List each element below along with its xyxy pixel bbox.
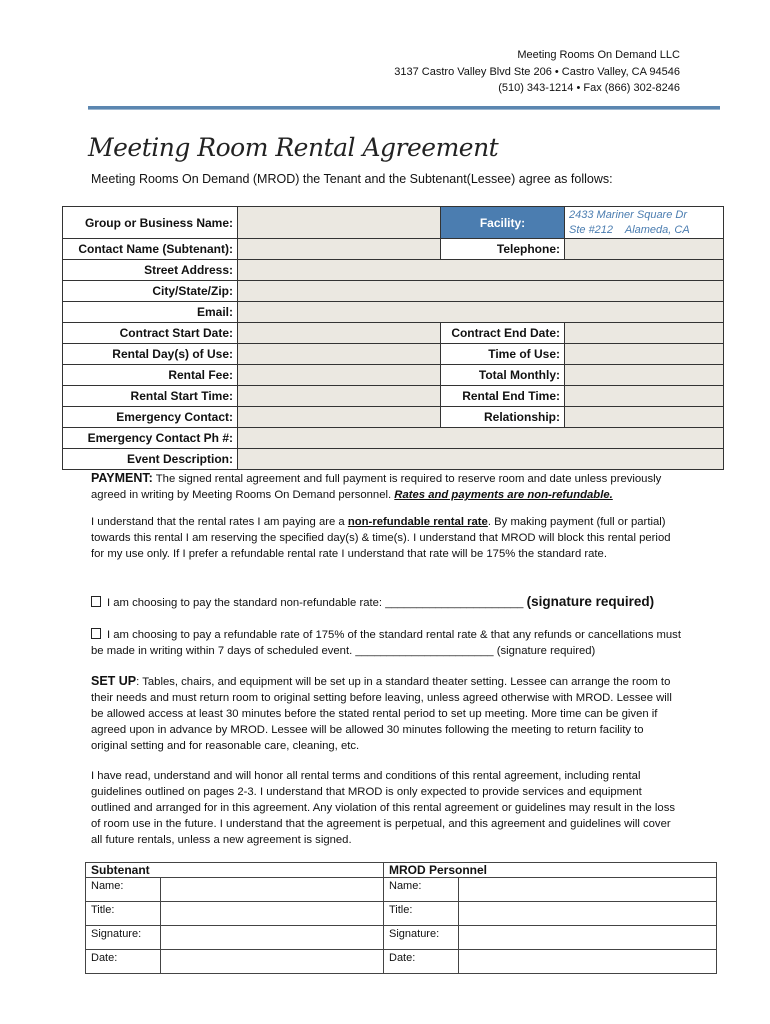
company-address: 3137 Castro Valley Blvd Ste 206 • Castro Valley, CA 94546 — [394, 65, 680, 78]
signature-table — [85, 862, 717, 974]
subtenant-heading: Subtenant — [86, 863, 384, 878]
page-title: Meeting Room Rental Agreement — [88, 133, 499, 162]
subtenant-name-field[interactable] — [161, 878, 384, 902]
mrod-date-label: Date: — [384, 950, 459, 974]
fee-label: Rental Fee: — [63, 365, 238, 386]
subtenant-name-label: Name: — [86, 878, 161, 902]
end-date-label: Contract End Date: — [441, 323, 565, 344]
subtenant-date-field[interactable] — [161, 950, 384, 974]
street-field[interactable] — [238, 260, 724, 281]
subtenant-title-label: Title: — [86, 902, 161, 926]
subtenant-signature-field[interactable] — [161, 926, 384, 950]
rates-emphasis: non-refundable rental rate — [347, 516, 488, 528]
telephone-field[interactable] — [565, 239, 724, 260]
city-field[interactable] — [238, 281, 724, 302]
intro-text: Meeting Rooms On Demand (MROD) the Tenant and the Subtenant(Lessee) agree as follows: — [91, 172, 613, 186]
days-field[interactable] — [238, 344, 441, 365]
checkbox-refundable[interactable] — [91, 628, 101, 639]
mrod-name-label: Name: — [384, 878, 459, 902]
end-date-field[interactable] — [565, 323, 724, 344]
payment-emphasis: Rates and payments are non-refundable. — [394, 489, 613, 501]
monthly-label: Total Monthly: — [441, 365, 565, 386]
option-refundable-text: I am choosing to pay a refundable rate of 175% of the standard rental rate & that any refunds or cancellations must be made in writing within 7 days of scheduled event. ______________________ (signature required) — [91, 629, 681, 657]
header-divider — [88, 106, 720, 110]
contact-field[interactable] — [238, 239, 441, 260]
rates-text-2: . By making payment (full or partial) towards this rental I am reserving the specified day(s) & time(s). I understand that MROD will block this rental period for my use only. If I prefer a refundable rental rate I understand that rate will be 175% the standard rate. — [91, 516, 671, 560]
option-standard — [91, 594, 691, 611]
mrod-title-field[interactable] — [459, 902, 717, 926]
setup-paragraph — [91, 673, 681, 754]
group-field[interactable] — [238, 207, 441, 239]
time-label: Time of Use: — [441, 344, 565, 365]
company-header — [394, 47, 680, 97]
subtenant-date-label: Date: — [86, 950, 161, 974]
rates-text-1: I understand that the rental rates I am paying are a — [91, 516, 348, 528]
relationship-label: Relationship: — [441, 407, 565, 428]
end-time-label: Rental End Time: — [441, 386, 565, 407]
emergency-field[interactable] — [238, 407, 441, 428]
mrod-name-field[interactable] — [459, 878, 717, 902]
company-phone: (510) 343-1214 • Fax (866) 302-8246 — [498, 82, 680, 94]
setup-text: : Tables, chairs, and equipment will be set up in a standard theater setting. Lessee can arrange the room to their needs and must return room to original setting before leaving, unless agreed otherwise with MROD. Lessee will be allowed access at least 30 minutes before the stated rental period to set up meeting. More time can be given if agreed upon in advance by MROD. Lessee will be allowed 30 minutes following the meeting to return facility to original setting and for reasonable care, cleaning, etc. — [91, 676, 672, 752]
street-label: Street Address: — [63, 260, 238, 281]
subtenant-title-field[interactable] — [161, 902, 384, 926]
setup-heading: SET UP — [91, 674, 137, 688]
email-label: Email: — [63, 302, 238, 323]
checkbox-standard[interactable] — [91, 596, 101, 607]
option-refundable — [91, 627, 691, 659]
days-label: Rental Day(s) of Use: — [63, 344, 238, 365]
email-field[interactable] — [238, 302, 724, 323]
subtenant-signature-label: Signature: — [86, 926, 161, 950]
option-standard-text: I am choosing to pay the standard non-refundable rate: ______________________ — [107, 597, 527, 609]
mrod-title-label: Title: — [384, 902, 459, 926]
city-label: City/State/Zip: — [63, 281, 238, 302]
facility-line-2: Ste #212 Alameda, CA — [569, 224, 690, 236]
facility-label: Facility: — [441, 207, 565, 239]
end-time-field[interactable] — [565, 386, 724, 407]
time-field[interactable] — [565, 344, 724, 365]
company-name: Meeting Rooms On Demand LLC — [517, 49, 680, 61]
mrod-heading: MROD Personnel — [384, 863, 717, 878]
emergency-label: Emergency Contact: — [63, 407, 238, 428]
payment-paragraph — [91, 470, 681, 503]
terms-paragraph: I have read, understand and will honor all rental terms and conditions of this rental agreement, including rental guidelines outlined on pages 2-3. I understand that MROD is only expected to provide services and equipment outlined and arranged for in this agreement. Any violation of this rental agreement or guidelines may result in the loss of room use in the future. I understand that the agreement is perpetual, and this agreement and guidelines will cover all future rentals, unless a new agreement is signed. — [91, 770, 676, 846]
emergency-ph-field[interactable] — [238, 428, 724, 449]
mrod-signature-field[interactable] — [459, 926, 717, 950]
fee-field[interactable] — [238, 365, 441, 386]
rental-form — [62, 206, 724, 470]
signature-required-label: (signature required) — [526, 594, 655, 609]
start-time-field[interactable] — [238, 386, 441, 407]
start-time-label: Rental Start Time: — [63, 386, 238, 407]
relationship-field[interactable] — [565, 407, 724, 428]
start-date-label: Contract Start Date: — [63, 323, 238, 344]
telephone-label: Telephone: — [441, 239, 565, 260]
emergency-ph-label: Emergency Contact Ph #: — [63, 428, 238, 449]
mrod-signature-label: Signature: — [384, 926, 459, 950]
event-field[interactable] — [238, 449, 724, 470]
payment-text: The signed rental agreement and full payment is required to reserve room and date unless previously agreed in writing by Meeting Rooms On Demand personnel. — [91, 473, 662, 501]
facility-value — [565, 207, 724, 239]
payment-heading: PAYMENT: — [91, 471, 153, 485]
mrod-date-field[interactable] — [459, 950, 717, 974]
event-label: Event Description: — [63, 449, 238, 470]
facility-line-1: 2433 Mariner Square Dr — [569, 209, 688, 221]
rates-paragraph — [91, 514, 681, 562]
contact-label: Contact Name (Subtenant): — [63, 239, 238, 260]
start-date-field[interactable] — [238, 323, 441, 344]
monthly-field[interactable] — [565, 365, 724, 386]
group-label: Group or Business Name: — [63, 207, 238, 239]
